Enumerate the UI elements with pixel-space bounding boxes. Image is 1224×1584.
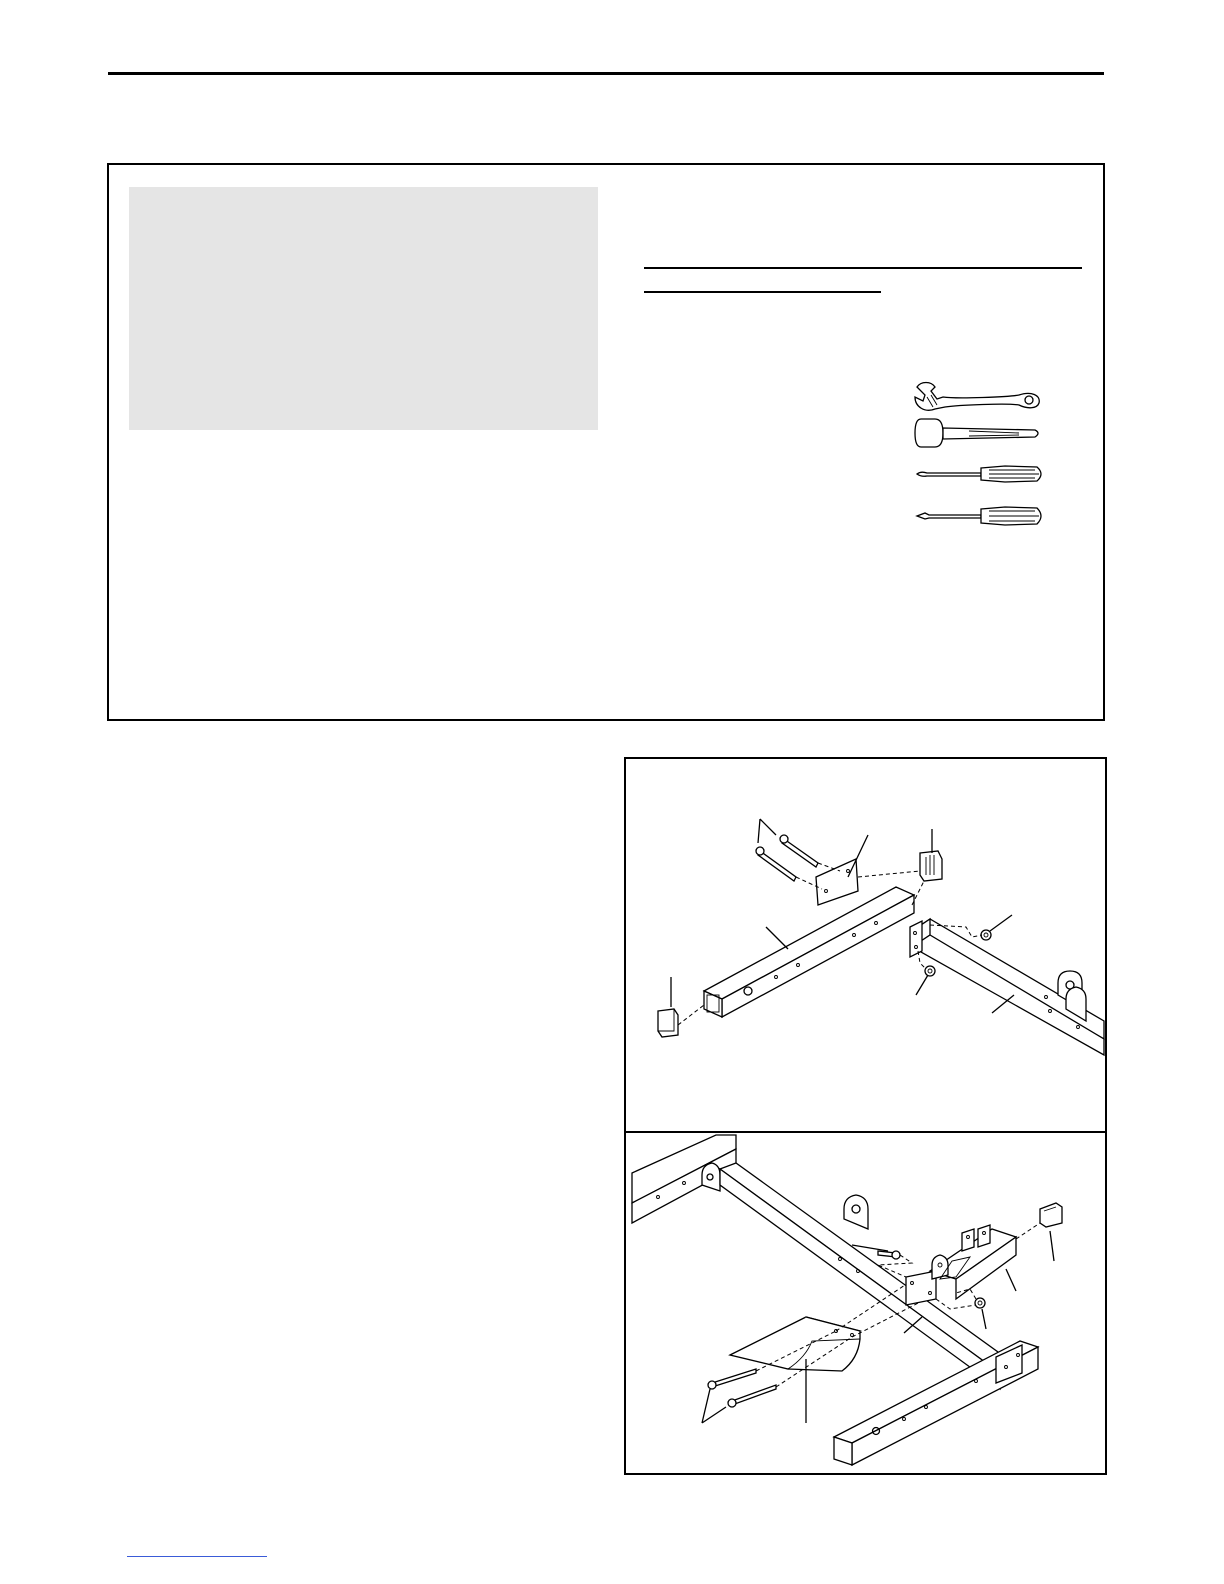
figure-step-2 [626,1133,1105,1473]
flat-screwdriver-icon [909,459,1049,489]
phillips-screwdriver-icon [909,501,1049,531]
tools-heading-rule-short [644,291,881,293]
figures-panel [624,757,1107,1475]
figure-step-1 [626,759,1105,1131]
intro-panel [107,163,1105,721]
tools-list [909,377,1049,547]
note-shaded-area [129,187,598,430]
header-rule [108,72,1104,75]
adjustable-wrench-icon [909,377,1049,417]
footer-link-underline[interactable] [127,1556,267,1557]
tools-heading-rule [644,267,1082,269]
rubber-mallet-icon [909,415,1049,451]
